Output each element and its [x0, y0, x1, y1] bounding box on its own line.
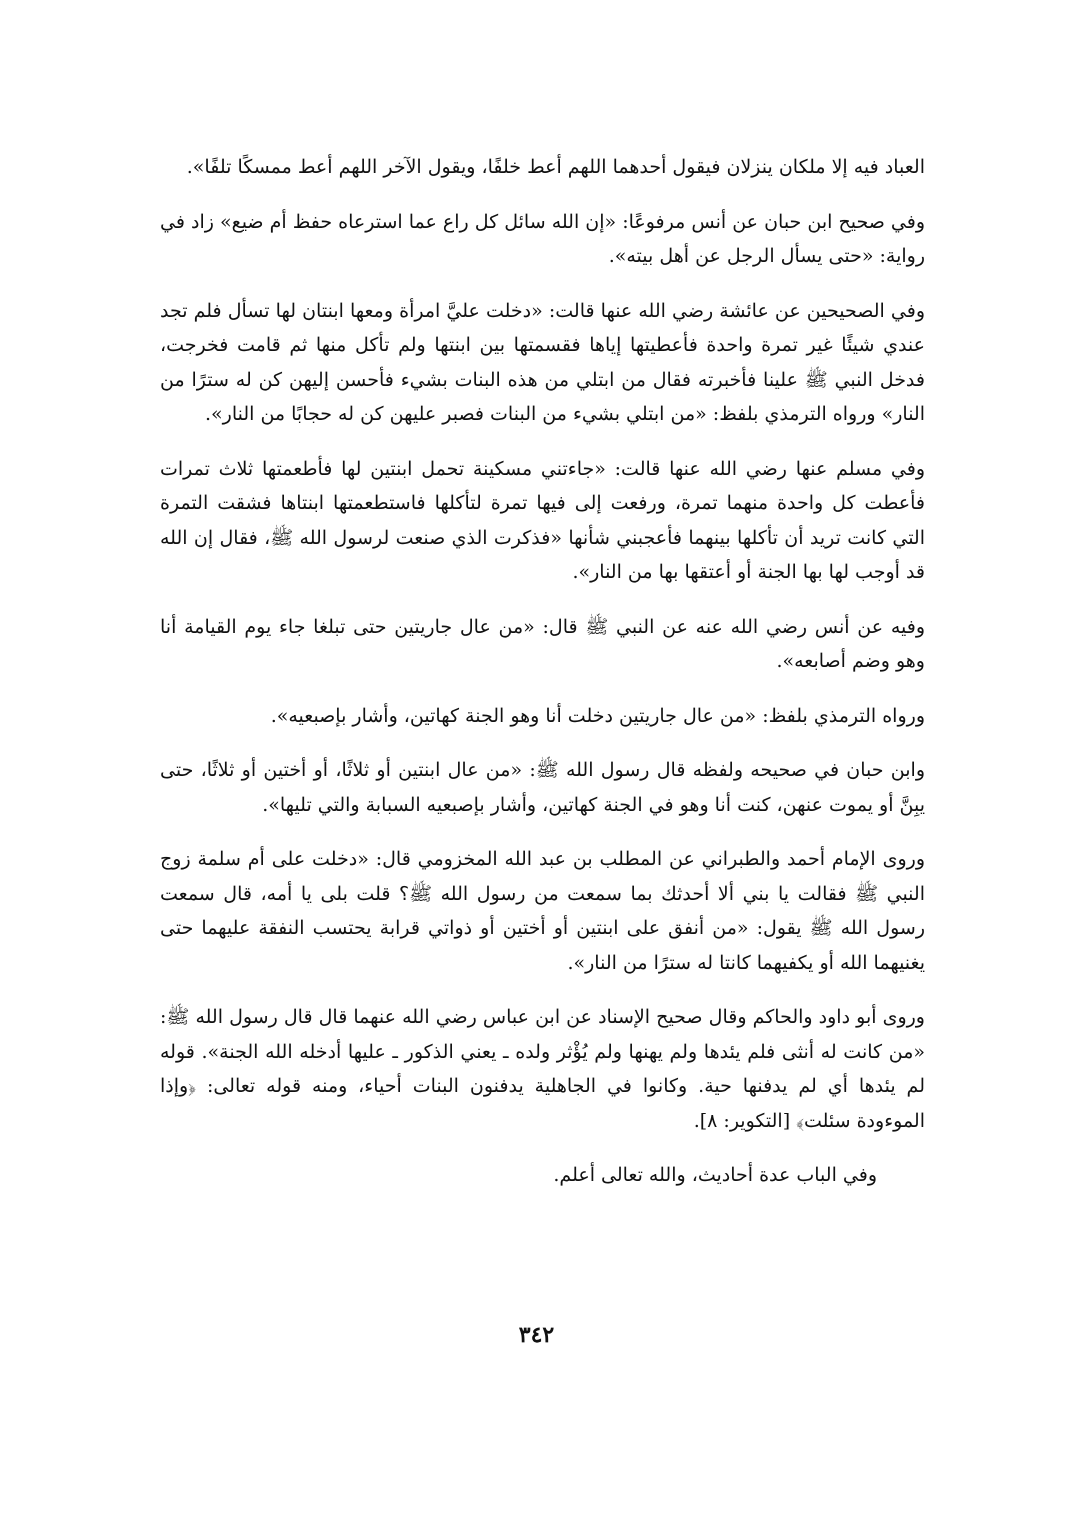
paragraph-8: وروى الإمام أحمد والطبراني عن المطلب بن عبد الله المخزومي قال: «دخلت على أم سلمة زوج النبي ﷺ فقالت يا بني ألا أحدثك بما سمعت من رسول الله ﷺ؟ قلت بلى يا أمه، قال سمعت رسول الله ﷺ يقول: «من أنفق على ابنتين أو أختين أو ذواتي قرابة يحتسب النفقة عليهما حتى يغنيهما الله أو يكفيهما كانتا له سترًا من النار».: [160, 848, 925, 974]
paragraph-1: العباد فيه إلا ملكان ينزلان فيقول أحدهما اللهم أعط خلفًا، ويقول الآخر اللهم أعط ممسكًا تلفًا».: [186, 156, 925, 178]
paragraph-7: وابن حبان في صحيحه ولفظه قال رسول الله ﷺ: «من عال ابنتين أو ثلاثًا، أو أختين أو ثلاثًا، حتى يبِنَّ أو يموت عنهن، كنت أنا وهو في الجنة كهاتين، وأشار بإصبعيه السبابة والتي تليها».: [160, 759, 925, 816]
page-body: [160, 150, 925, 1201]
paragraph-5: وفيه عن أنس رضي الله عنه عن النبي ﷺ قال: «من عال جاريتين حتى تبلغا جاء يوم القيامة أنا وهو وضم أصابعه».: [160, 615, 925, 672]
closing-paragraph: وفي الباب عدة أحاديث، والله تعالى أعلم.: [553, 1164, 877, 1186]
paragraph-9: وروى أبو داود والحاكم وقال صحيح الإسناد عن ابن عباس رضي الله عنهما قال قال رسول الله ﷺ: «من كانت له أنثى فلم يئدها ولم يهنها ولم يُؤْثر ولده ـ يعني الذكور ـ عليها أدخله الله الجنة». قوله لم يئدها أي لم يدفنها حية. وكانوا في الجاهلية يدفنون البنات أحياء، ومنه قوله تعالى: ﴿وإذا الموءودة سئلت﴾ [التكوير: ٨].: [160, 1006, 925, 1132]
paragraph-2: وفي صحيح ابن حبان عن أنس مرفوعًا: «إن الله سائل كل راع عما استرعاه حفظ أم ضيع» زاد في رواية: «حتى يسأل الرجل عن أهل بيته».: [160, 210, 925, 267]
paragraph-3: وفي الصحيحين عن عائشة رضي الله عنها قالت: «دخلت عليَّ امرأة ومعها ابنتان لها تسأل فلم تجد عندي شيئًا غير تمرة واحدة فأعطيتها إياها فقسمتها بين ابنتها ولم تأكل منها ثم قامت فخرجت، فدخل النبي ﷺ علينا فأخبرته فقال من ابتلي من هذه البنات بشيء فأحسن إليهن كن له سترًا من النار» ورواه الترمذي بلفظ: «من ابتلي بشيء من البنات فصبر عليهن كن له حجابًا من النار».: [160, 299, 925, 425]
paragraph-6: ورواه الترمذي بلفظ: «من عال جاريتين دخلت أنا وهو الجنة كهاتين، وأشار بإصبعيه».: [270, 704, 925, 727]
paragraph-4: وفي مسلم عنها رضي الله عنها قالت: «جاءتني مسكينة تحمل ابنتين لها فأطعمتها ثلاث تمرات فأعطت كل واحدة منهما تمرة، ورفعت إلى فيها تمرة لتأكلها فاستطعمتها ابنتاها فشقت التمرة التي كانت تريد أن تأكلها بينهما فأعجبني شأنها «فذكرت الذي صنعت لرسول الله ﷺ، فقال إن الله قد أوجب لها بها الجنة أو أعتقها بها من النار».: [160, 457, 925, 583]
page-number: ٣٤٢: [518, 1322, 555, 1348]
